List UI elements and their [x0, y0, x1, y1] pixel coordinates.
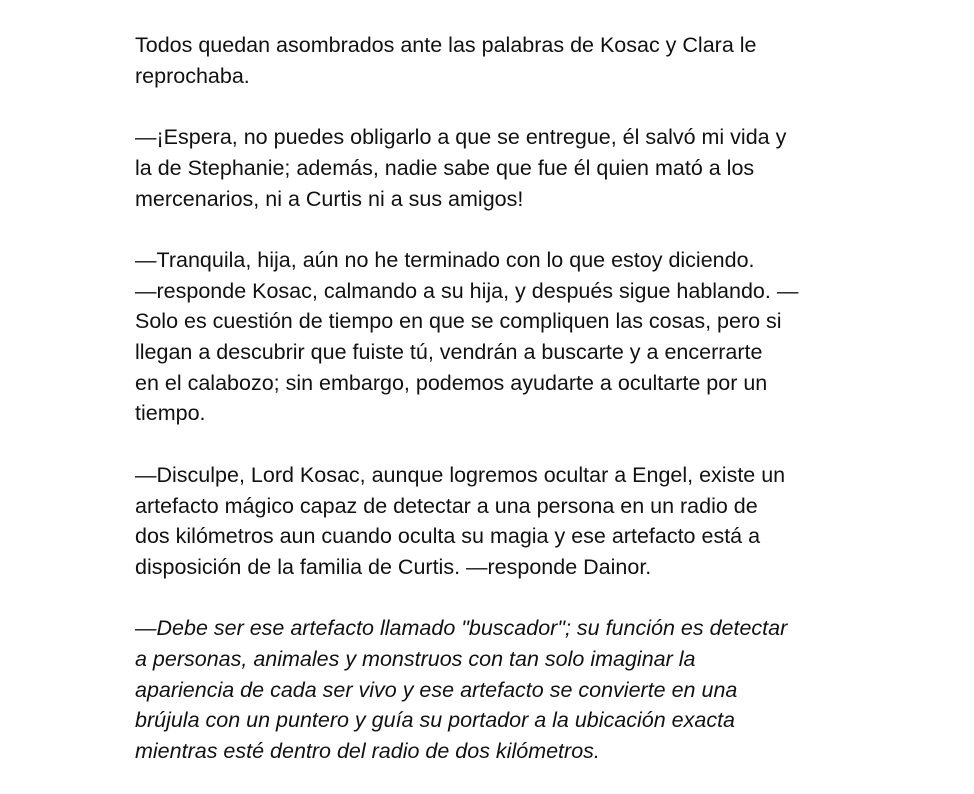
text-line: disposición de la familia de Curtis. —responde Dainor.	[135, 554, 652, 579]
text-line: apariencia de cada ser vivo y ese artefacto se convierte en una	[135, 677, 738, 702]
text-line: artefacto mágico capaz de detectar a una persona en un radio de	[135, 493, 758, 518]
text-line: —Disculpe, Lord Kosac, aunque logremos ocultar a Engel, existe un	[135, 462, 786, 487]
text-line: mientras esté dentro del radio de dos kilómetros.	[135, 739, 600, 764]
paragraph-italic-dialogue	[135, 613, 855, 767]
text-line: en el calabozo; sin embargo, podemos ayudarte a ocultarte por un	[135, 370, 768, 395]
text-line: —responde Kosac, calmando a su hija, y después sigue hablando. —	[135, 278, 799, 303]
text-line: dos kilómetros aun cuando oculta su magia y ese artefacto está a	[135, 524, 761, 549]
text-line: llegan a descubrir que fuiste tú, vendrán a buscarte y a encerrarte	[135, 340, 763, 364]
paragraph-narration	[135, 30, 855, 91]
document-page	[135, 30, 855, 767]
text-line: —¡Espera, no puedes obligarlo a que se entregue, él salvó mi vida y	[135, 125, 787, 150]
paragraph-clara-dialogue	[135, 122, 855, 214]
text-line: Todos quedan asombrados ante las palabras de Kosac y Clara le	[135, 33, 757, 57]
text-line: reprochaba.	[135, 63, 250, 88]
text-line: —Tranquila, hija, aún no he terminado con lo que estoy diciendo.	[135, 247, 755, 272]
text-line: Solo es cuestión de tiempo en que se compliquen las cosas, pero si	[135, 309, 782, 334]
paragraph-kosac-dialogue	[135, 245, 855, 429]
paragraph-dainor-dialogue	[135, 460, 855, 583]
text-line: —Debe ser ese artefacto llamado "buscador"; su función es detectar	[135, 616, 788, 641]
text-line: a personas, animales y monstruos con tan solo imaginar la	[135, 647, 696, 671]
text-line: tiempo.	[135, 401, 206, 426]
text-line: brújula con un puntero y guía su portador a la ubicación exacta	[135, 708, 736, 733]
text-line: la de Stephanie; además, nadie sabe que fue él quien mató a los	[135, 155, 755, 180]
text-line: mercenarios, ni a Curtis ni a sus amigos!	[135, 186, 524, 211]
